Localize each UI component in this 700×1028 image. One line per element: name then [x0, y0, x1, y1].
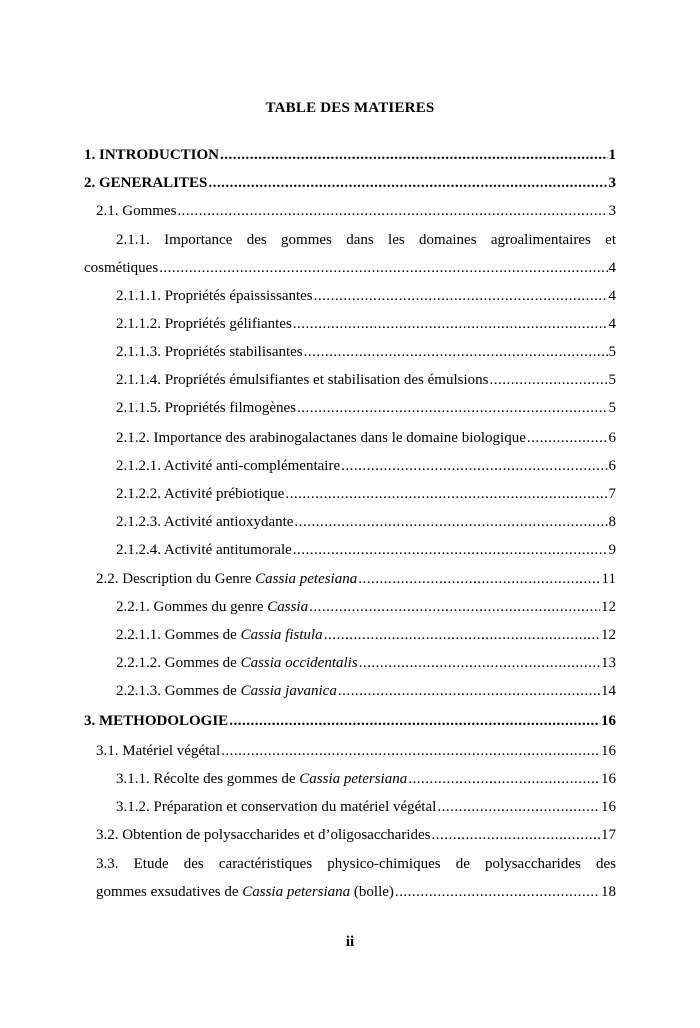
- leader-dots: [395, 881, 600, 903]
- toc-page-number: 1: [608, 147, 616, 163]
- leader-dots: [324, 624, 600, 646]
- leader-dots: [341, 455, 607, 477]
- toc-entry[interactable]: [116, 313, 616, 335]
- toc-entry[interactable]: [116, 369, 616, 391]
- toc-label: cosmétiques: [84, 260, 159, 276]
- toc-label: 2.1.2. Importance des arabinogalactanes dans le domaine biologique: [116, 430, 526, 446]
- page-folio: ii: [345, 934, 355, 950]
- toc-entry-line1[interactable]: 2.1.1. Importance des gommes dans les domaines agroalimentaires et: [116, 232, 616, 248]
- toc-entry[interactable]: [116, 285, 616, 307]
- leader-dots: [314, 285, 608, 307]
- toc-label: 2.2.1. Gommes du genre Cassia: [116, 599, 309, 615]
- toc-entry[interactable]: [116, 796, 616, 818]
- leader-dots: [408, 768, 600, 790]
- toc-page-number: 11: [601, 571, 616, 587]
- toc-label: 2.2.1.2. Gommes de Cassia occidentalis: [116, 655, 358, 671]
- leader-dots: [285, 483, 607, 505]
- toc-entry[interactable]: [84, 257, 616, 279]
- toc-entry[interactable]: [116, 397, 616, 419]
- toc-label: 2.1.2.4. Activité antitumorale: [116, 542, 292, 558]
- toc-page-number: 9: [608, 542, 616, 558]
- toc-label: 2.2. Description du Genre Cassia petesiana: [96, 571, 358, 587]
- toc-entry[interactable]: [116, 455, 616, 477]
- toc-label: 2.1.1.3. Propriétés stabilisantes: [116, 344, 303, 360]
- leader-dots: [293, 539, 608, 561]
- toc-entry[interactable]: [96, 881, 616, 903]
- leader-dots: [489, 369, 607, 391]
- toc-entry[interactable]: [84, 710, 616, 732]
- toc-page-number: 5: [608, 400, 616, 416]
- toc-label: 3.1.2. Préparation et conservation du matériel végétal: [116, 799, 437, 815]
- leader-dots: [208, 172, 607, 194]
- toc-label: 2.1.2.1. Activité anti-complémentaire: [116, 458, 341, 474]
- leader-dots: [221, 740, 600, 762]
- leader-dots: [358, 568, 600, 590]
- toc-label: 3. METHODOLOGIE: [84, 713, 229, 729]
- leader-dots: [159, 257, 607, 279]
- toc-page-number: 16: [601, 743, 616, 759]
- toc-page-number: 16: [601, 799, 616, 815]
- toc-entry[interactable]: [96, 568, 616, 590]
- leader-dots: [229, 710, 600, 732]
- toc-entry[interactable]: [116, 341, 616, 363]
- toc-page-number: 18: [601, 884, 616, 900]
- toc-label: 3.1. Matériel végétal: [96, 743, 221, 759]
- toc-label: 2.1.2.2. Activité prébiotique: [116, 486, 285, 502]
- page-title: TABLE DES MATIERES: [265, 100, 435, 116]
- toc-page-number: 16: [601, 771, 616, 787]
- leader-dots: [527, 427, 608, 449]
- toc-page-number: 4: [608, 316, 616, 332]
- toc-entry[interactable]: [84, 172, 616, 194]
- leader-dots: [309, 596, 600, 618]
- toc-page-number: 13: [601, 655, 616, 671]
- toc-label: 3.1.1. Récolte des gommes de Cassia petersiana: [116, 771, 408, 787]
- leader-dots: [304, 341, 608, 363]
- toc-page-number: 17: [601, 827, 616, 843]
- leader-dots: [431, 824, 600, 846]
- toc-label: 2.2.1.1. Gommes de Cassia fistula: [116, 627, 323, 643]
- toc-page-number: 5: [608, 344, 616, 360]
- toc-label: 2.1.1.1. Propriétés épaississantes: [116, 288, 313, 304]
- toc-label: 2.1.1.2. Propriétés gélifiantes: [116, 316, 292, 332]
- toc-label: 2.1.1.4. Propriétés émulsifiantes et stabilisation des émulsions: [116, 372, 489, 388]
- toc-label: 3.2. Obtention de polysaccharides et d’oligosaccharides: [96, 827, 431, 843]
- toc-page-number: 12: [601, 599, 616, 615]
- toc-page-number: 5: [608, 372, 616, 388]
- toc-entry[interactable]: [116, 596, 616, 618]
- toc-label: 2.1. Gommes: [96, 203, 177, 219]
- toc-page-number: 4: [608, 260, 616, 276]
- toc-entry[interactable]: [84, 144, 616, 166]
- toc-entry[interactable]: [116, 427, 616, 449]
- toc-page-number: 3: [608, 203, 616, 219]
- toc-page-number: 12: [601, 627, 616, 643]
- leader-dots: [297, 397, 608, 419]
- leader-dots: [437, 796, 600, 818]
- leader-dots: [293, 313, 608, 335]
- toc-page-number: 16: [601, 713, 616, 729]
- toc-label: 2.1.1.5. Propriétés filmogènes: [116, 400, 296, 416]
- toc-page-number: 4: [608, 288, 616, 304]
- toc-page-number: 6: [608, 430, 616, 446]
- toc-entry[interactable]: [116, 539, 616, 561]
- toc-label: 2.2.1.3. Gommes de Cassia javanica: [116, 683, 337, 699]
- toc-label: 1. INTRODUCTION: [84, 147, 220, 163]
- toc-entry[interactable]: [116, 768, 616, 790]
- leader-dots: [359, 652, 600, 674]
- toc-page-number: 3: [608, 175, 616, 191]
- toc-entry[interactable]: [116, 652, 616, 674]
- toc-entry[interactable]: [116, 680, 616, 702]
- toc-label: 2.1.2.3. Activité antioxydante: [116, 514, 294, 530]
- leader-dots: [338, 680, 600, 702]
- toc-entry[interactable]: [116, 511, 616, 533]
- toc-page-number: 6: [608, 458, 616, 474]
- toc-page-number: 7: [608, 486, 616, 502]
- leader-dots: [220, 144, 607, 166]
- toc-page-number: 14: [601, 683, 616, 699]
- leader-dots: [294, 511, 607, 533]
- toc-entry[interactable]: [96, 740, 616, 762]
- toc-entry-line1[interactable]: 3.3. Etude des caractéristiques physico-chimiques de polysaccharides des: [96, 856, 616, 872]
- toc-label: 2. GENERALITES: [84, 175, 208, 191]
- toc-entry[interactable]: [96, 200, 616, 222]
- toc-entry[interactable]: [116, 624, 616, 646]
- toc-entry[interactable]: [96, 824, 616, 846]
- toc-page-number: 8: [608, 514, 616, 530]
- toc-entry[interactable]: [116, 483, 616, 505]
- leader-dots: [177, 200, 607, 222]
- toc-label: gommes exsudatives de Cassia petersiana (bolle): [96, 884, 394, 900]
